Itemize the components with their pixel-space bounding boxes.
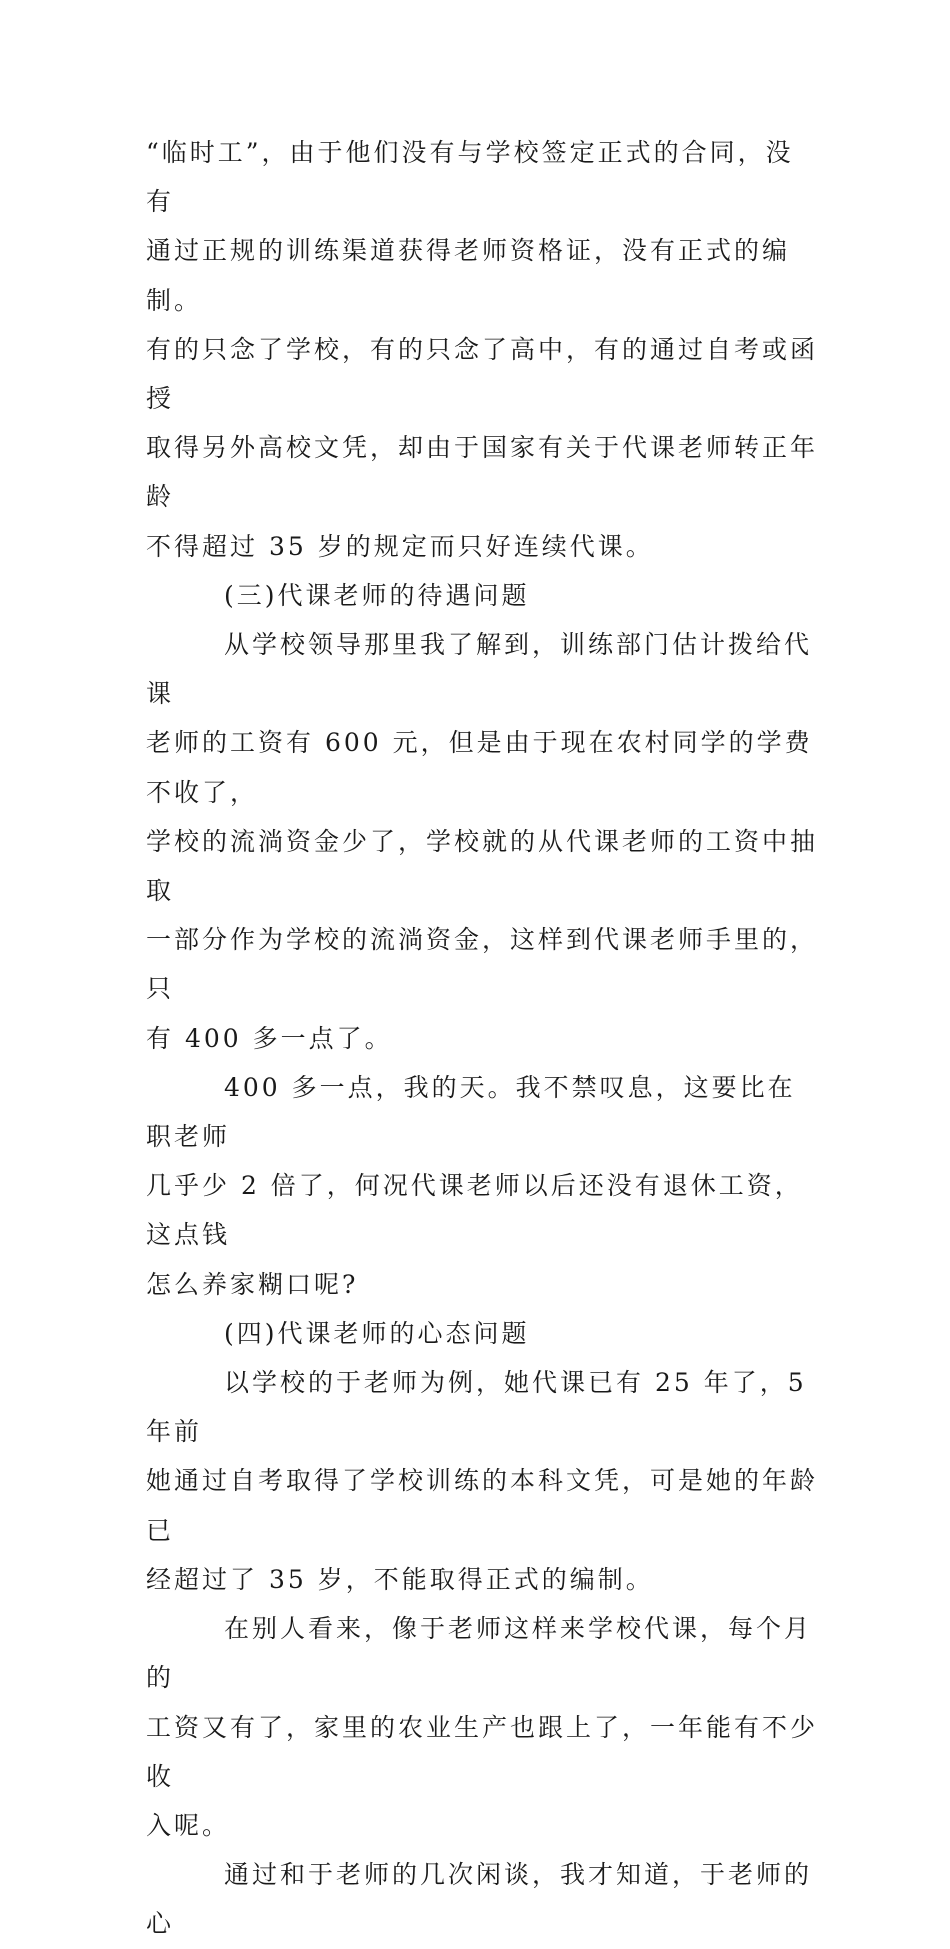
text-line: 取得另外高校文凭，却由于国家有关于代课老师转正年龄 (146, 433, 819, 512)
text-line: 怎么养家糊口呢? (146, 1269, 359, 1299)
paragraph-sigh (146, 1063, 818, 1309)
text-line: 经超过了 35 岁，不能取得正式的编制。 (146, 1564, 654, 1594)
text-line: 400 多一点，我的天。我不禁叹息，这要比在职老师 (146, 1072, 796, 1152)
text-line: 一部分作为学校的流淌资金，这样到代课老师手里的，只 (146, 925, 819, 1004)
text-line: 老师的工资有 600 元，但是由于现在农村同学的学费不收了， (146, 728, 813, 807)
text-line: 不得超过 35 岁的规定而只好连续代课。 (146, 531, 654, 561)
text-line: “临时工”，由于他们没有与学校签定正式的合同，没有 (146, 138, 794, 217)
paragraph-example (146, 1358, 818, 1604)
text-line: 有 400 多一点了。 (146, 1023, 393, 1053)
document-body (146, 128, 818, 1949)
text-line: 在别人看来，像于老师这样来学校代课，每个月的 (146, 1614, 813, 1693)
text-line: 从学校领导那里我了解到，训练部门估计拨给代课 (146, 630, 813, 709)
text-line: 有的只念了学校，有的只念了高中，有的通过自考或函授 (146, 334, 819, 414)
section-heading-4 (146, 1309, 818, 1358)
paragraph-others-view (146, 1604, 818, 1850)
heading-text: (三)代课老师的待遇问题 (224, 580, 530, 610)
paragraph-conversation (146, 1850, 818, 1948)
paragraph-salary (146, 620, 818, 1063)
text-line: 学校的流淌资金少了，学校就的从代课老师的工资中抽取 (146, 826, 819, 906)
text-line: 几乎少 2 倍了，何况代课老师以后还没有退休工资，这点钱 (146, 1171, 803, 1250)
heading-text: (四)代课老师的心态问题 (224, 1318, 530, 1348)
text-line: 她通过自考取得了学校训练的本科文凭，可是她的年龄已 (146, 1466, 819, 1545)
text-line: 通过和于老师的几次闲谈，我才知道，于老师的心 (146, 1860, 813, 1939)
text-line: 工资又有了，家里的农业生产也跟上了，一年能有不少收 (146, 1712, 819, 1791)
paragraph-continuation (146, 128, 818, 571)
text-line: 入呢。 (146, 1810, 231, 1840)
text-line: 通过正规的训练渠道获得老师资格证，没有正式的编制。 (146, 236, 791, 315)
section-heading-3 (146, 571, 818, 620)
text-line: 以学校的于老师为例，她代课已有 25 年了，5 年前 (146, 1368, 807, 1447)
